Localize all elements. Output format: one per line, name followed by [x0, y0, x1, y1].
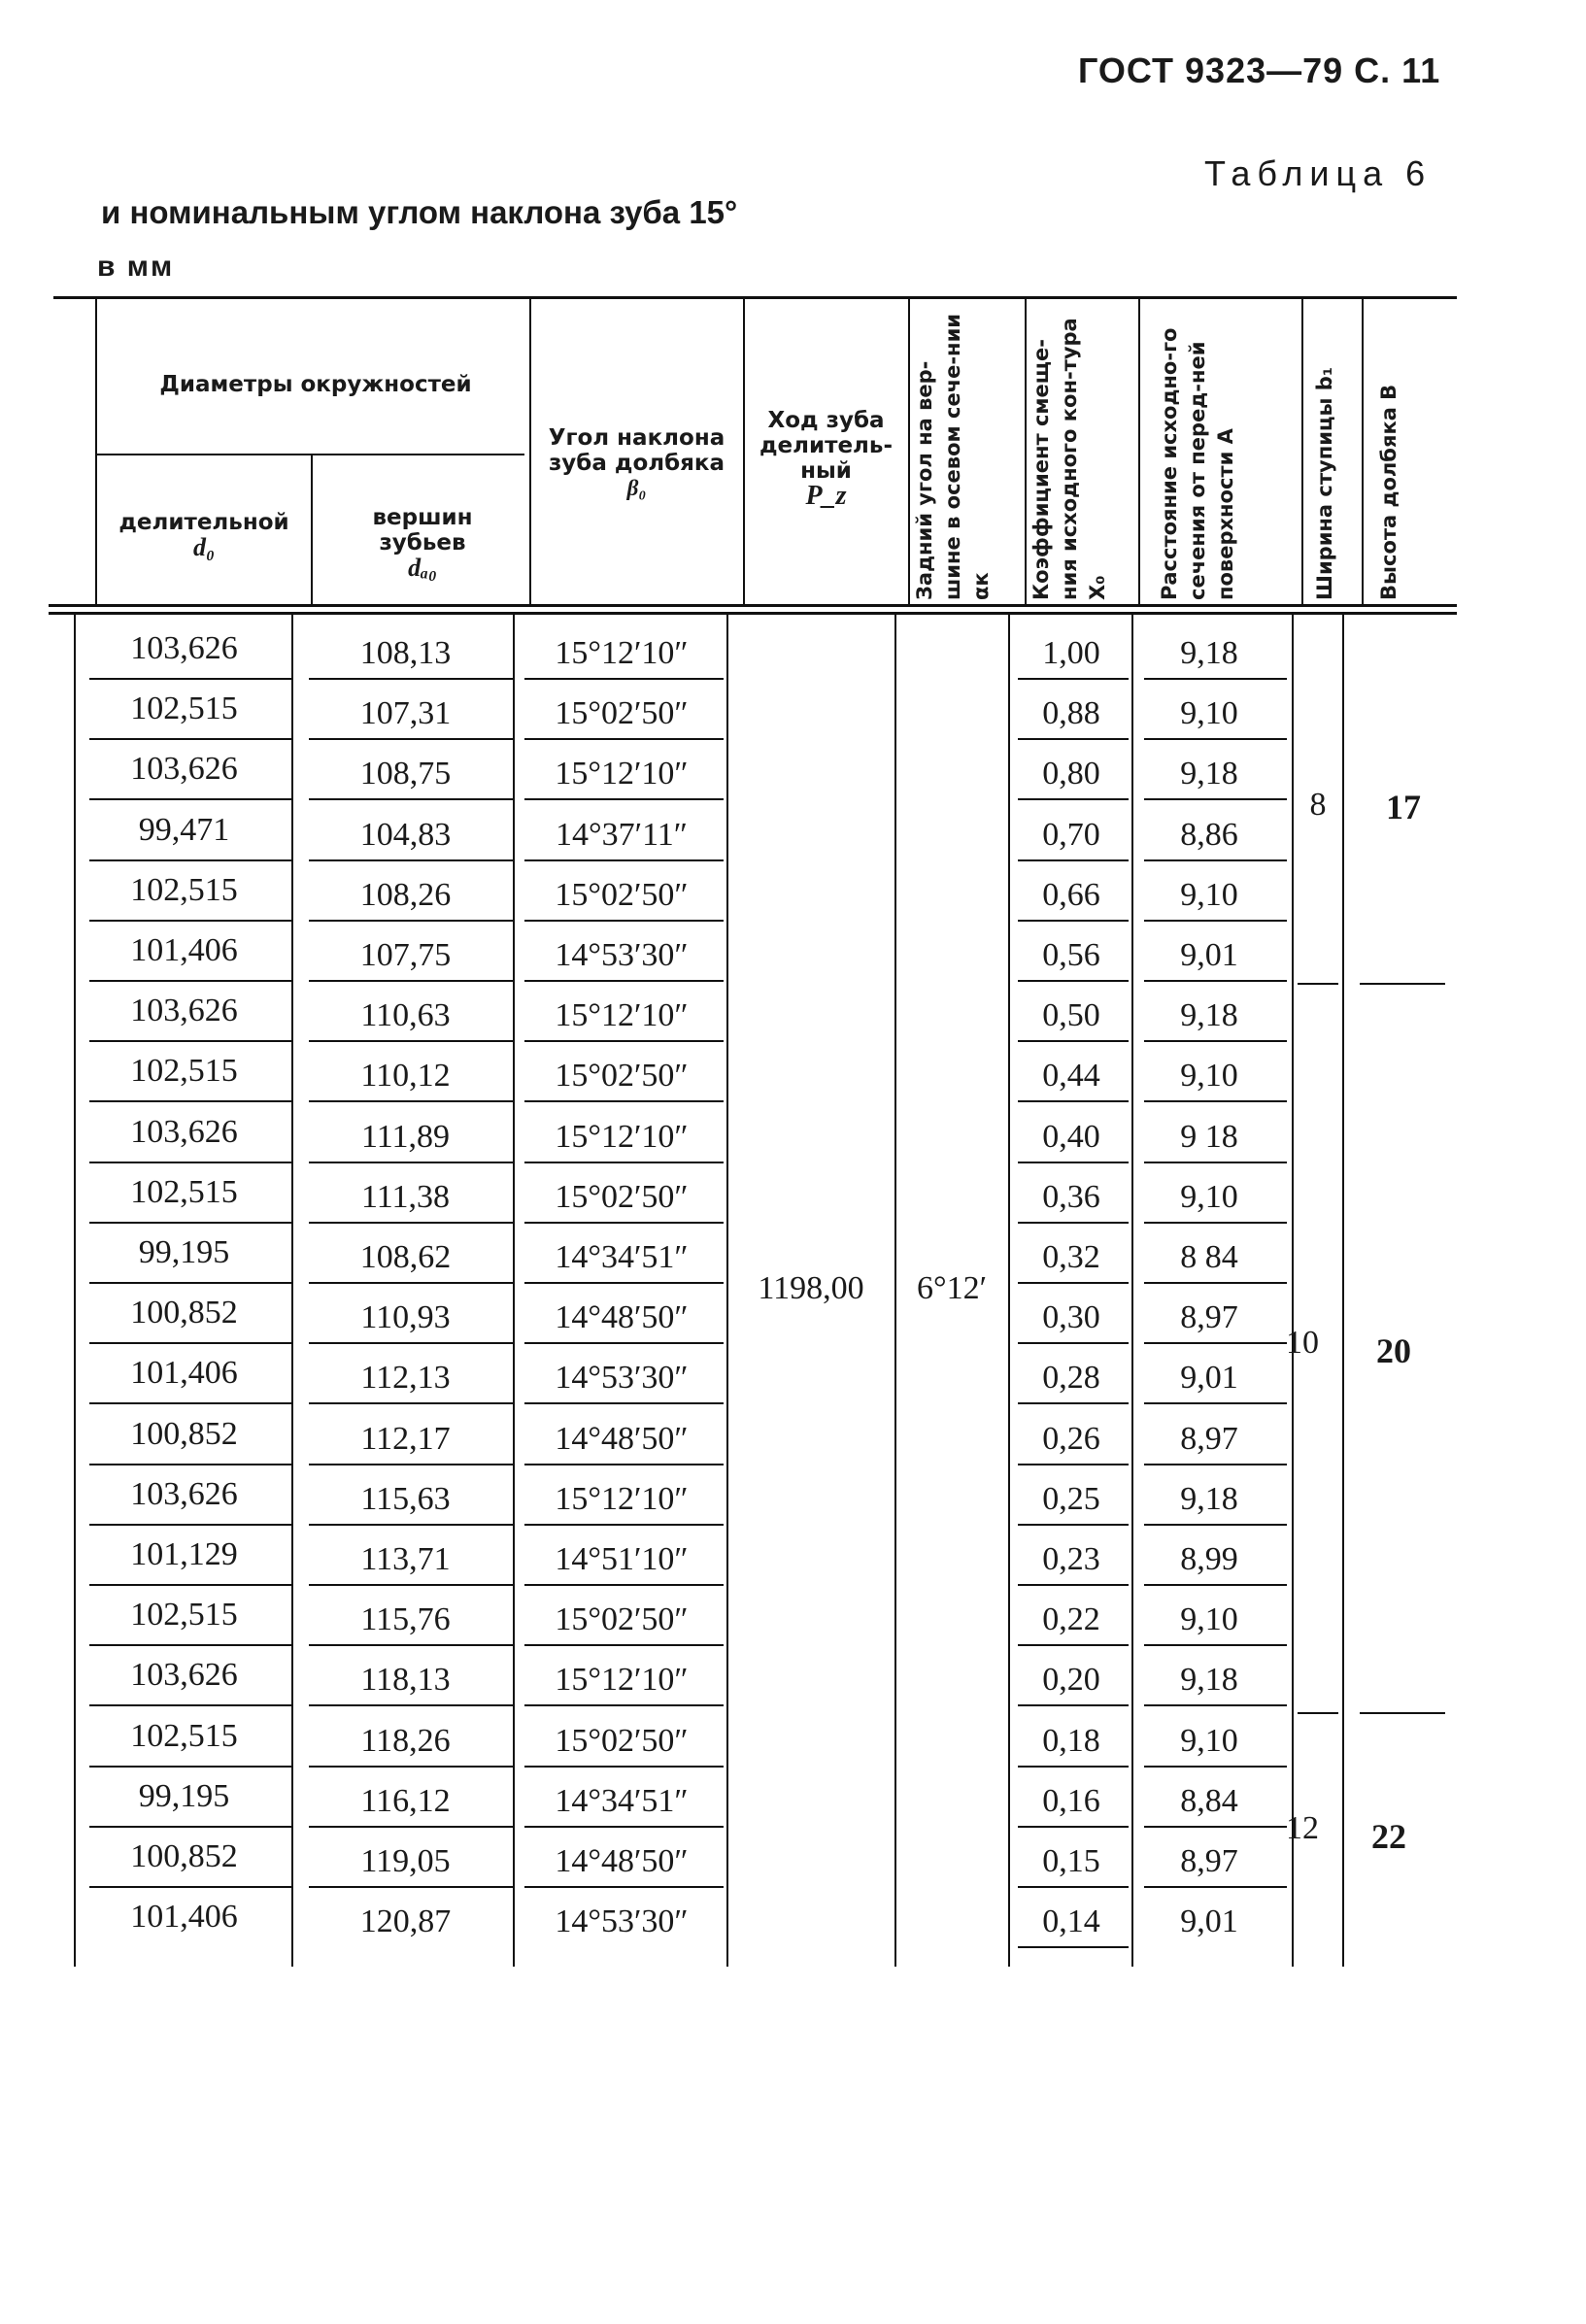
row-underline [1018, 1584, 1129, 1586]
pitch-diameter-cell: 103,626 [130, 993, 238, 1029]
pitch-diameter-cell: 102,515 [130, 871, 238, 908]
row-underline [309, 1100, 513, 1102]
helix-angle-cell: 14°53′30″ [555, 1903, 689, 1940]
row-underline [309, 1282, 513, 1284]
helix-angle-cell: 15°12′10″ [555, 756, 689, 792]
pitch-diameter-cell: 101,129 [130, 1536, 238, 1572]
shift-coeff-cell: 0,14 [1042, 1903, 1100, 1940]
distance-cell: 8,84 [1180, 1782, 1238, 1819]
row-underline [524, 1886, 724, 1888]
tip-diameter-cell: 111,89 [361, 1118, 450, 1155]
col-divider [1138, 298, 1140, 607]
row-underline [1018, 1946, 1129, 1948]
body-col-divider [1292, 612, 1294, 1967]
row-underline [1018, 1886, 1129, 1888]
row-underline [1018, 1464, 1129, 1465]
row-underline [89, 920, 291, 922]
pitch-diameter-cell: 99,471 [138, 811, 230, 848]
helix-angle-cell: 14°48′50″ [555, 1843, 689, 1879]
row-underline [89, 1644, 291, 1646]
row-underline [1018, 859, 1129, 861]
pitch-diameter-cell: 101,406 [130, 932, 238, 968]
pitch-diameter-cell: 102,515 [130, 1597, 238, 1634]
pitch-diameter-cell: 102,515 [130, 1717, 238, 1754]
distance-cell: 9,01 [1180, 1903, 1238, 1940]
row-underline [89, 1704, 291, 1706]
col-divider [95, 298, 97, 607]
shift-coeff-cell: 1,00 [1042, 635, 1100, 671]
row-underline [1018, 1162, 1129, 1163]
row-underline [524, 1766, 724, 1768]
row-underline [524, 1826, 724, 1828]
row-underline [1144, 1040, 1287, 1042]
tip-diameter-cell: 112,13 [360, 1360, 451, 1397]
row-underline [1018, 980, 1129, 982]
distance-cell: 9 18 [1180, 1118, 1238, 1155]
pitch-diameter-cell: 99,195 [138, 1777, 230, 1814]
row-underline [309, 1766, 513, 1768]
row-underline [89, 1464, 291, 1465]
row-underline [1144, 798, 1287, 800]
row-underline [1144, 1162, 1287, 1163]
row-underline [309, 1402, 513, 1404]
row-underline [89, 1162, 291, 1163]
col-divider [529, 298, 531, 607]
row-underline [1144, 738, 1287, 740]
cutter-height-value: 22 [1371, 1817, 1406, 1856]
tip-diameter-cell: 108,62 [359, 1239, 452, 1275]
cutter-height-value: 17 [1386, 788, 1421, 826]
step-width-value: 10 [1286, 1325, 1319, 1361]
tip-diameter-cell: 108,75 [359, 756, 452, 792]
row-underline [89, 1282, 291, 1284]
tip-diameter-cell: 108,26 [359, 876, 452, 913]
pitch-diameter-cell: 102,515 [130, 690, 238, 727]
shift-coeff-cell: 0,36 [1042, 1178, 1100, 1215]
shift-coeff-cell: 0,32 [1042, 1239, 1100, 1275]
row-underline [309, 738, 513, 740]
units-label: в мм [97, 251, 175, 283]
step-width-value: 12 [1286, 1810, 1319, 1846]
shift-coeff-cell: 0,16 [1042, 1782, 1100, 1819]
row-underline [1018, 1040, 1129, 1042]
tip-diameter-cell: 112,17 [360, 1420, 451, 1457]
step-group-rule [1298, 983, 1338, 985]
pitch-diameter-cell: 100,852 [130, 1295, 238, 1331]
row-underline [89, 859, 291, 861]
tip-diameter-cell: 110,93 [360, 1299, 451, 1336]
body-col-divider [1342, 612, 1344, 1967]
row-underline [1018, 1644, 1129, 1646]
row-underline [1144, 678, 1287, 680]
row-underline [1144, 1584, 1287, 1586]
row-underline [89, 1402, 291, 1404]
row-underline [309, 1040, 513, 1042]
row-underline [309, 1162, 513, 1163]
pitch-diameter-cell: 99,195 [138, 1234, 230, 1270]
back-angle-value: 6°12′ [916, 1270, 988, 1306]
row-underline [89, 980, 291, 982]
row-underline [1144, 1644, 1287, 1646]
row-underline [89, 1524, 291, 1526]
row-underline [1144, 1282, 1287, 1284]
pitch-diameter-cell: 102,515 [130, 1053, 238, 1090]
row-underline [524, 1342, 724, 1344]
body-col-divider [513, 612, 515, 1967]
row-underline [524, 859, 724, 861]
row-underline [524, 920, 724, 922]
tip-diameter-cell: 108,13 [359, 635, 452, 671]
step-group-rule [1298, 1712, 1338, 1714]
row-underline [89, 678, 291, 680]
table-label: Таблица 6 [1204, 153, 1433, 193]
shift-coeff-cell: 0,25 [1042, 1480, 1100, 1517]
tip-diameter-cell: 115,76 [360, 1601, 451, 1638]
row-underline [1018, 1342, 1129, 1344]
shift-coeff-cell: 0,44 [1042, 1058, 1100, 1095]
pitch-diameter-cell: 103,626 [130, 1475, 238, 1512]
distance-cell: 9,18 [1180, 997, 1238, 1034]
shift-coeff-cell: 0,70 [1042, 816, 1100, 853]
col-divider [311, 454, 313, 607]
row-underline [524, 1402, 724, 1404]
shift-coeff-cell: 0,28 [1042, 1360, 1100, 1397]
tip-diameter-cell: 107,31 [359, 695, 452, 732]
col-divider [743, 298, 745, 607]
header-bottom-rule-2 [49, 612, 1457, 615]
distance-cell: 8,97 [1180, 1843, 1238, 1879]
shift-coeff-cell: 0,88 [1042, 695, 1100, 732]
tip-diameter-cell: 118,13 [360, 1662, 451, 1699]
row-underline [89, 1766, 291, 1768]
row-underline [1144, 859, 1287, 861]
tip-diameter-cell: 113,71 [360, 1541, 451, 1577]
shift-coeff-cell: 0,50 [1042, 997, 1100, 1034]
shift-coeff-cell: 0,66 [1042, 876, 1100, 913]
pitch-diameter-cell: 103,626 [130, 630, 238, 666]
table-subtitle: и номинальным углом наклона зуба 15° [101, 194, 738, 230]
diam-group-rule [95, 454, 524, 455]
row-underline [89, 1040, 291, 1042]
row-underline [309, 1644, 513, 1646]
row-underline [309, 859, 513, 861]
row-underline [1018, 1826, 1129, 1828]
row-underline [309, 920, 513, 922]
body-col-divider [1008, 612, 1010, 1967]
table-top-rule [53, 296, 1457, 299]
shift-coeff-cell: 0,18 [1042, 1722, 1100, 1759]
helix-angle-cell: 15°12′10″ [555, 1480, 689, 1517]
tip-diameter-cell: 119,05 [360, 1843, 451, 1879]
row-underline [524, 1584, 724, 1586]
row-underline [1018, 678, 1129, 680]
helix-angle-cell: 14°51′10″ [555, 1541, 689, 1577]
tip-diameter-cell: 116,12 [360, 1782, 451, 1819]
tip-diameter-cell: 111,38 [361, 1178, 450, 1215]
row-underline [89, 1886, 291, 1888]
row-underline [309, 1886, 513, 1888]
row-underline [1144, 980, 1287, 982]
row-underline [524, 1704, 724, 1706]
row-underline [89, 798, 291, 800]
distance-cell: 9,01 [1180, 1360, 1238, 1397]
distance-cell: 9,10 [1180, 1058, 1238, 1095]
pitch-diameter-cell: 103,626 [130, 1657, 238, 1694]
lead-value: 1198,00 [758, 1270, 864, 1306]
shift-coeff-cell: 0,23 [1042, 1541, 1100, 1577]
row-underline [1144, 1524, 1287, 1526]
shift-coeff-cell: 0,40 [1042, 1118, 1100, 1155]
distance-cell: 9,18 [1180, 1662, 1238, 1699]
row-underline [1144, 1826, 1287, 1828]
row-underline [524, 1222, 724, 1224]
col-divider [1025, 298, 1027, 607]
distance-cell: 8,86 [1180, 816, 1238, 853]
helix-angle-cell: 14°34′51″ [555, 1239, 689, 1275]
tip-diameter-cell: 110,63 [360, 997, 451, 1034]
distance-cell: 9,10 [1180, 695, 1238, 732]
distance-cell: 9,01 [1180, 937, 1238, 973]
row-underline [1018, 1402, 1129, 1404]
distance-cell: 8,97 [1180, 1299, 1238, 1336]
distance-cell: 9,10 [1180, 1722, 1238, 1759]
row-underline [1144, 1464, 1287, 1465]
tip-diameter-cell: 120,87 [359, 1903, 452, 1940]
row-underline [1144, 1766, 1287, 1768]
row-underline [1018, 1524, 1129, 1526]
distance-cell: 9,18 [1180, 1480, 1238, 1517]
lead-header: Ход зуба делитель-ный P_z [759, 408, 893, 511]
body-col-divider [74, 612, 76, 1967]
col-divider [908, 298, 910, 607]
helix-angle-cell: 15°12′10″ [555, 1662, 689, 1699]
row-underline [1018, 798, 1129, 800]
height-group-rule [1360, 983, 1445, 985]
distance-cell: 9,18 [1180, 635, 1238, 671]
row-underline [309, 1584, 513, 1586]
row-underline [524, 1162, 724, 1163]
helix-angle-cell: 14°53′30″ [555, 1360, 689, 1397]
helix-angle-header: Угол наклона зуба долбяка β₀ [548, 425, 726, 500]
helix-angle-cell: 15°02′50″ [555, 876, 689, 913]
tip-diameter-cell: 118,26 [360, 1722, 451, 1759]
row-underline [89, 1222, 291, 1224]
shift-coeff-cell: 0,80 [1042, 756, 1100, 792]
helix-angle-cell: 15°12′10″ [555, 1118, 689, 1155]
helix-angle-cell: 15°12′10″ [555, 997, 689, 1034]
row-underline [1018, 1704, 1129, 1706]
row-underline [524, 1040, 724, 1042]
helix-angle-cell: 14°34′51″ [555, 1782, 689, 1819]
distance-cell: 9,10 [1180, 1601, 1238, 1638]
row-underline [1018, 1766, 1129, 1768]
row-underline [309, 798, 513, 800]
tip-diameter-cell: 104,83 [359, 816, 452, 853]
pitch-diameter-cell: 101,406 [130, 1899, 238, 1936]
row-underline [309, 1704, 513, 1706]
row-underline [309, 980, 513, 982]
row-underline [89, 1342, 291, 1344]
row-underline [1144, 1100, 1287, 1102]
row-underline [524, 1100, 724, 1102]
row-underline [309, 1464, 513, 1465]
row-underline [309, 1826, 513, 1828]
helix-angle-cell: 15°02′50″ [555, 695, 689, 732]
row-underline [89, 1826, 291, 1828]
height-group-rule [1360, 1712, 1445, 1714]
helix-angle-cell: 15°02′50″ [555, 1058, 689, 1095]
step-width-value: 8 [1309, 787, 1327, 823]
tip-diameter-cell: 110,12 [360, 1058, 451, 1095]
shift-coeff-cell: 0,20 [1042, 1662, 1100, 1699]
helix-angle-cell: 14°48′50″ [555, 1420, 689, 1457]
col-divider [1301, 298, 1303, 607]
pitch-diameter-cell: 100,852 [130, 1838, 238, 1874]
row-underline [524, 980, 724, 982]
row-underline [524, 738, 724, 740]
tip-diam-header: вершин зубьев dₐ₀ [372, 505, 473, 582]
cutter-height-value: 20 [1376, 1331, 1411, 1370]
distance-cell: 8,97 [1180, 1420, 1238, 1457]
distance-cell: 9,10 [1180, 1178, 1238, 1215]
row-underline [309, 1222, 513, 1224]
shift-coeff-cell: 0,26 [1042, 1420, 1100, 1457]
diam-group-header: Диаметры окружностей [159, 372, 472, 397]
row-underline [524, 798, 724, 800]
helix-angle-cell: 15°02′50″ [555, 1601, 689, 1638]
tip-diameter-cell: 107,75 [359, 937, 452, 973]
row-underline [1018, 1282, 1129, 1284]
row-underline [1144, 1886, 1287, 1888]
row-underline [1018, 1222, 1129, 1224]
pitch-diameter-cell: 101,406 [130, 1355, 238, 1392]
row-underline [1144, 1402, 1287, 1404]
helix-angle-cell: 14°37′11″ [556, 816, 688, 853]
shift-coeff-cell: 0,15 [1042, 1843, 1100, 1879]
distance-cell: 9,18 [1180, 756, 1238, 792]
row-underline [524, 1644, 724, 1646]
row-underline [1144, 920, 1287, 922]
distance-cell: 9,10 [1180, 876, 1238, 913]
row-underline [1144, 1222, 1287, 1224]
helix-angle-cell: 15°02′50″ [555, 1178, 689, 1215]
row-underline [524, 1524, 724, 1526]
row-underline [1144, 1704, 1287, 1706]
row-underline [89, 1584, 291, 1586]
row-underline [1018, 738, 1129, 740]
pitch-diam-header: делительной d₀ [118, 510, 289, 561]
helix-angle-cell: 15°02′50″ [555, 1722, 689, 1759]
row-underline [309, 678, 513, 680]
row-underline [309, 1342, 513, 1344]
helix-angle-cell: 15°12′10″ [555, 635, 689, 671]
header-bottom-rule [49, 604, 1457, 607]
row-underline [1018, 920, 1129, 922]
body-col-divider [291, 612, 293, 1967]
row-underline [524, 1282, 724, 1284]
helix-angle-cell: 14°53′30″ [555, 937, 689, 973]
row-underline [89, 1100, 291, 1102]
pitch-diameter-cell: 103,626 [130, 751, 238, 788]
gost-page-header: ГОСТ 9323—79 С. 11 [1078, 51, 1441, 90]
row-underline [1144, 1342, 1287, 1344]
shift-coeff-cell: 0,30 [1042, 1299, 1100, 1336]
pitch-diameter-cell: 100,852 [130, 1415, 238, 1452]
helix-angle-cell: 14°48′50″ [555, 1299, 689, 1336]
pitch-diameter-cell: 103,626 [130, 1113, 238, 1150]
row-underline [309, 1524, 513, 1526]
distance-cell: 8 84 [1180, 1239, 1238, 1275]
row-underline [1018, 1100, 1129, 1102]
row-underline [524, 1464, 724, 1465]
tip-diameter-cell: 115,63 [360, 1480, 451, 1517]
row-underline [524, 678, 724, 680]
shift-coeff-cell: 0,56 [1042, 937, 1100, 973]
row-underline [89, 738, 291, 740]
body-col-divider [1131, 612, 1133, 1967]
shift-coeff-cell: 0,22 [1042, 1601, 1100, 1638]
pitch-diameter-cell: 102,515 [130, 1173, 238, 1210]
col-divider [1362, 298, 1364, 607]
distance-cell: 8,99 [1180, 1541, 1238, 1577]
